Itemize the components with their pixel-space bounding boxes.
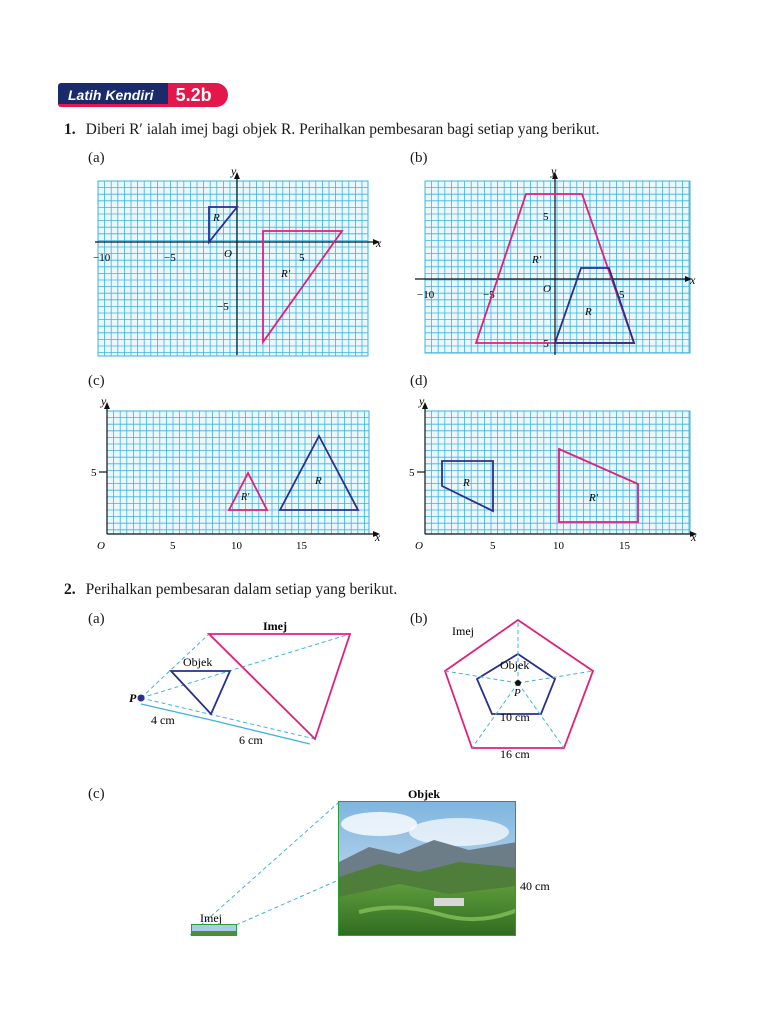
center-point-P	[515, 680, 521, 686]
landscape-photo-small	[192, 925, 237, 936]
enlargement-diagram-b	[440, 615, 610, 765]
tick-label: −10	[417, 289, 435, 301]
outer-side-label: 16 cm	[500, 747, 530, 761]
object-label: R	[213, 212, 220, 224]
object-label: R	[585, 306, 592, 318]
question-2	[64, 581, 397, 599]
q1-label-c: (c)	[88, 373, 105, 389]
distance-label: 4 cm	[151, 713, 175, 727]
ray-line	[518, 671, 593, 683]
y-axis-label: y	[101, 394, 107, 408]
object-label: R	[315, 475, 322, 487]
tick-label: 5	[91, 467, 97, 479]
object-photo	[338, 801, 516, 936]
badge-number: 5.2b	[168, 83, 228, 107]
image-label: Imej	[452, 624, 474, 638]
inner-side-label: 10 cm	[500, 710, 530, 724]
tick-label: 5	[409, 467, 415, 479]
point-label: P	[514, 687, 521, 699]
tick-label: 5	[170, 540, 176, 552]
exercise-badge	[58, 83, 228, 107]
tick-label: −5	[217, 301, 229, 313]
origin-label: O	[224, 248, 232, 260]
object-triangle	[171, 671, 230, 714]
graph-c	[85, 394, 385, 552]
ray-line	[141, 634, 350, 698]
image-triangle	[209, 634, 350, 739]
tick-label: 5	[543, 211, 549, 223]
y-axis-label: y	[231, 164, 237, 178]
image-label: R′	[281, 268, 291, 280]
graph-a	[85, 165, 385, 355]
tick-label: 15	[296, 540, 307, 552]
badge-label: Latih Kendiri	[58, 83, 168, 107]
question-1-text: Diberi R′ ialah imej bagi objek R. Perihalkan pembesaran bagi setiap yang berikut.	[85, 121, 600, 138]
tick-label: 5	[299, 252, 305, 264]
size-label: 40 cm	[520, 879, 550, 893]
tick-label: −5	[164, 252, 176, 264]
image-label: R′	[241, 492, 250, 503]
enlargement-diagram-a	[125, 620, 365, 760]
tick-label: 10	[553, 540, 564, 552]
q1-label-d: (d)	[410, 373, 428, 389]
tick-label: −10	[93, 252, 111, 264]
origin-label: O	[415, 540, 423, 552]
q1-label-a: (a)	[88, 150, 105, 166]
y-axis-label: y	[551, 164, 557, 178]
question-2-number: 2.	[64, 581, 76, 598]
image-photo	[191, 924, 237, 936]
x-axis-label: x	[375, 530, 381, 544]
q2-label-c: (c)	[88, 786, 105, 802]
tick-label: 5	[619, 289, 625, 301]
y-axis-label: y	[419, 394, 425, 408]
graph-b	[415, 165, 705, 355]
tick-label: −5	[537, 338, 549, 350]
image-label: R′	[532, 254, 542, 266]
image-label: Imej	[200, 911, 222, 925]
x-axis-label: x	[690, 273, 696, 287]
center-point-P	[138, 695, 145, 702]
image-label: R′	[589, 492, 599, 504]
landscape-photo	[339, 802, 516, 936]
graph-d	[409, 394, 715, 552]
x-axis-label: x	[691, 530, 697, 544]
tick-label: 10	[231, 540, 242, 552]
question-1-number: 1.	[64, 121, 76, 138]
point-label: P	[129, 691, 137, 705]
object-label: Objek	[183, 655, 213, 669]
q2-label-a: (a)	[88, 611, 105, 627]
tick-label: −5	[483, 289, 495, 301]
ray-line	[445, 671, 518, 683]
image-label: Imej	[263, 619, 287, 633]
origin-label: O	[543, 283, 551, 295]
q1-label-b: (b)	[410, 150, 428, 166]
question-2-text: Perihalkan pembesaran dalam setiap yang berikut.	[85, 581, 398, 598]
question-1	[64, 121, 600, 139]
q2-label-b: (b)	[410, 611, 428, 627]
object-label: Objek	[408, 787, 441, 801]
distance-label: 6 cm	[239, 733, 263, 747]
x-axis-label: x	[376, 236, 382, 250]
object-label: Objek	[500, 658, 530, 672]
tick-label: 5	[490, 540, 496, 552]
object-label: R	[463, 477, 470, 489]
origin-label: O	[97, 540, 105, 552]
tick-label: 15	[619, 540, 630, 552]
